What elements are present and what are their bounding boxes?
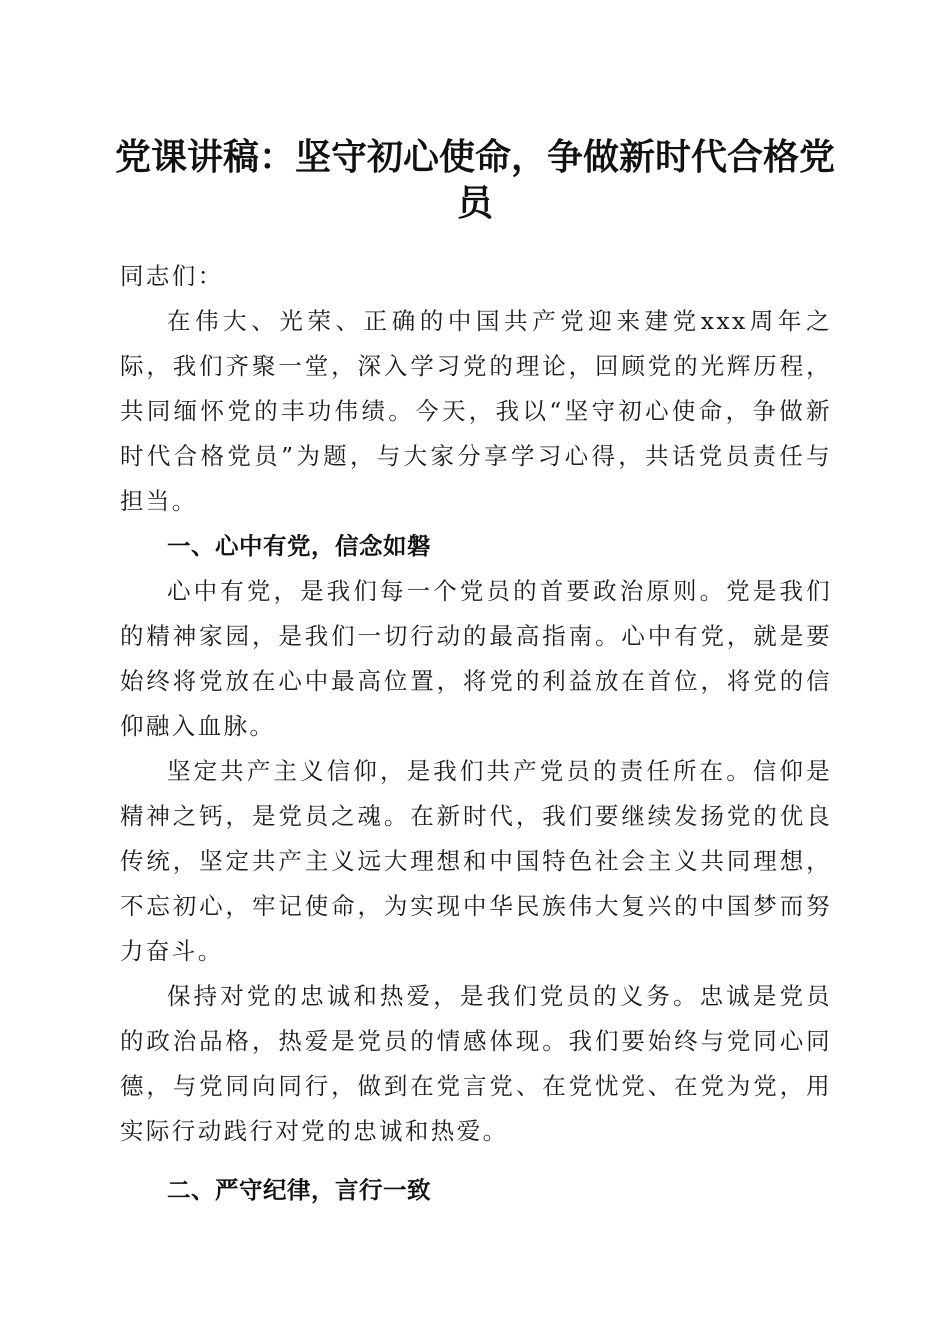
section1-paragraph: 心中有党，是我们每一个党员的首要政治原则。党是我们的精神家园，是我们一切行动的最高指南。心中有党，就是要始终将党放在心中最高位置，将党的利益放在首位，将党的信仰融入血脉。 [120,577,832,740]
section-heading-1: 一、心中有党，信念如磐 [167,532,431,560]
intro-paragraph: 在伟大、光荣、正确的中国共产党迎来建党xxx周年之际，我们齐聚一堂，深入学习党的理论，回顾党的光辉历程，共同缅怀党的丰功伟绩。今天，我以“坚守初心使命，争做新时代合格党员”为题，与大家分享学习心得，共话党员责任与担当。 [120,307,832,515]
salutation: 同志们： [120,262,224,290]
section1-paragraph: 保持对党的忠诚和热爱，是我们党员的义务。忠诚是党员的政治品格，热爱是党员的情感体现。我们要始终与党同心同德，与党同向同行，做到在党言党、在党忧党、在党为党，用实际行动践行对党的忠诚和热爱。 [120,982,832,1145]
section-heading-2: 二、严守纪律，言行一致 [167,1176,431,1204]
document-body [120,254,832,1213]
section1-paragraph: 坚定共产主义信仰，是我们共产党员的责任所在。信仰是精神之钙，是党员之魂。在新时代，我们要继续发扬党的优良传统，坚定共产主义远大理想和中国特色社会主义共同理想，不忘初心，牢记使命，为实现中华民族伟大复兴的中国梦而努力奋斗。 [120,757,832,965]
document-title: 党课讲稿：坚守初心使命，争做新时代合格党员 [114,136,835,224]
